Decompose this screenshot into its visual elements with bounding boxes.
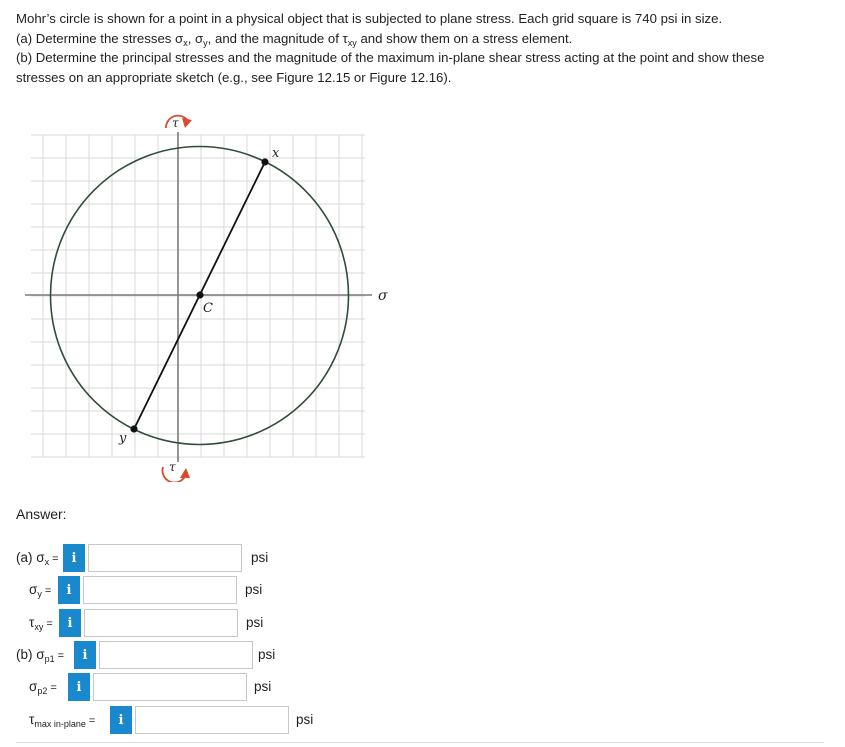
problem-line-2-suffix: and show them on a stress element. [356,30,573,46]
tau-max-label [29,712,95,727]
sigma-label: σ [378,288,388,304]
sigma-y-label [29,582,51,597]
sigma-y-prefix: σ [29,582,38,597]
tau-bottom-arrow [162,460,190,482]
sigma-p2-info-button[interactable]: i [68,673,90,701]
answer-row-tau-max [16,706,336,734]
point-y-label: y [119,431,127,446]
problem-line-3: (b) Determine the principal stresses and the magnitude of the maximum in-plane shear stress acting at the point and show these [16,50,765,65]
tau-top-label: τ [172,116,179,130]
sigma-p1-input[interactable] [99,641,253,669]
answer-row-sigma-p2 [16,673,296,701]
answer-row-sigma-x [16,544,276,572]
sigma-x-input[interactable] [88,544,242,572]
tau-max-prefix: τ [29,712,35,727]
sigma-p1-label [16,647,64,662]
sigma-x-sub: x [44,557,50,567]
mohr-circle-figure [22,112,402,482]
tau-xy-info-button[interactable]: i [59,609,81,637]
sigma-p1-prefix: (b) σ [16,647,45,662]
sub-y: y [203,37,208,48]
tau-xy-eq: = [43,618,53,630]
problem-line-2-prefix: (a) Determine the stresses σ [16,30,184,46]
point-x [261,158,268,165]
tau-top-arrow [166,116,192,130]
center-label: C [203,301,213,316]
point-y [130,425,137,432]
sigma-p2-sub: p2 [37,686,48,696]
tau-xy-input[interactable] [84,609,238,637]
sigma-p1-eq: = [54,650,65,662]
arrowhead-icon [180,468,190,478]
tau-bottom-label: τ [169,460,176,474]
answer-row-sigma-y [16,576,276,604]
tau-xy-sub: xy [34,622,44,632]
tau-max-eq: = [85,715,96,727]
divider [16,742,824,743]
sigma-p2-input[interactable] [93,673,247,701]
sub-xy: xy [347,37,357,48]
point-x-label: x [272,146,280,161]
point-c [196,291,203,298]
sigma-x-eq: = [49,553,59,565]
sigma-x-prefix: (a) σ [16,550,45,565]
tau-xy-prefix: τ [29,615,35,630]
tau-max-sub: max in-plane [34,719,86,729]
sigma-y-info-button[interactable]: i [58,576,80,604]
sigma-x-label [16,550,59,565]
tau-xy-label [29,615,53,630]
sigma-x-info-button[interactable]: i [63,544,85,572]
answer-label: Answer: [16,506,67,522]
sigma-p2-eq: = [47,682,57,694]
sigma-p1-info-button[interactable]: i [74,641,96,669]
sigma-p2-unit: psi [254,679,272,694]
tau-max-input[interactable] [135,706,289,734]
problem-statement [16,9,816,87]
problem-line-2-sep: , σ [187,30,204,46]
problem-line-4: stresses on an appropriate sketch (e.g., see Figure 12.15 or Figure 12.16). [16,69,452,85]
tau-xy-unit: psi [246,615,264,630]
arrowhead-icon [182,118,192,128]
answer-row-sigma-p1 [16,641,296,669]
sigma-p1-sub: p1 [44,654,55,664]
sigma-p2-label [29,679,57,694]
sigma-y-eq: = [41,585,52,597]
problem-line-2 [16,29,816,49]
sigma-x-unit: psi [251,550,269,565]
sigma-y-input[interactable] [83,576,237,604]
tau-max-unit: psi [296,712,314,727]
sigma-y-sub: y [37,589,42,599]
sigma-y-unit: psi [245,582,263,597]
problem-line-2-mid: , and the magnitude of τ [207,30,348,46]
sigma-p2-prefix: σ [29,679,38,694]
sub-x: x [183,37,188,48]
answer-row-tau-xy [16,609,276,637]
sigma-p1-unit: psi [258,647,276,662]
tau-max-info-button[interactable]: i [110,706,132,734]
problem-line-1: Mohr’s circle is shown for a point in a physical object that is subjected to plane stress. Each grid square is 740 psi in size. [16,11,723,26]
